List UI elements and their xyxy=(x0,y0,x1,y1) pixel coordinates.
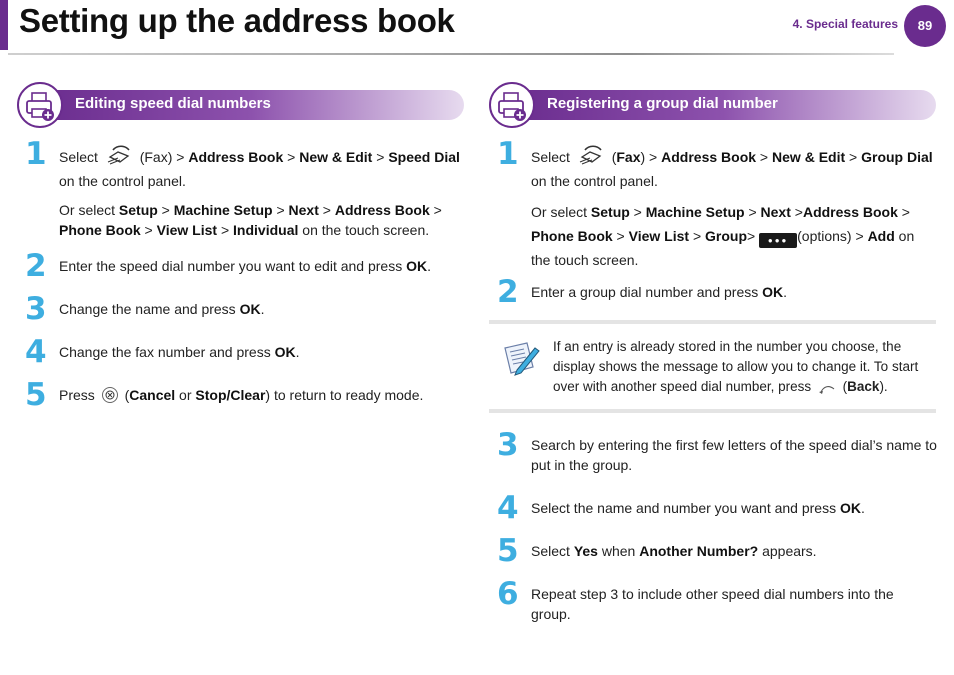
text-run: Select xyxy=(531,149,574,165)
menu-address-book: Address Book xyxy=(661,149,757,165)
step-text xyxy=(59,342,465,371)
step-number: 2 xyxy=(497,274,519,310)
text-run: > xyxy=(372,149,389,165)
menu-individual: Individual xyxy=(233,222,299,238)
text-run: ( xyxy=(120,387,130,403)
text-run: Repeat step 3 to include other speed dial numbers into the group. xyxy=(531,586,894,622)
text-run: Change the fax number and press xyxy=(59,344,275,360)
chapter-label: 4. Special features xyxy=(792,17,898,31)
menu-machine-setup: Machine Setup xyxy=(645,204,745,220)
fax-glyph-icon xyxy=(104,144,134,171)
section-banner-right xyxy=(489,82,936,130)
back-label: Back xyxy=(847,379,880,394)
text-run: Search by entering the first few letters of the speed dial’s name to put in the group. xyxy=(531,437,937,473)
menu-address-book: Address Book xyxy=(334,202,430,218)
menu-new-edit: New & Edit xyxy=(772,149,846,165)
menu-next: Next xyxy=(288,202,319,218)
step-text xyxy=(59,144,465,249)
text-run: Select the name and number you want and press xyxy=(531,500,840,516)
step-paragraph xyxy=(59,200,465,240)
step-text xyxy=(531,144,937,281)
step-number: 4 xyxy=(25,334,47,370)
text-run: Enter the speed dial number you want to edit and press xyxy=(59,258,407,274)
header-accent-bar xyxy=(0,0,8,50)
page-title: Setting up the address book xyxy=(19,2,455,39)
text-run: (options) > xyxy=(797,228,868,244)
text-run: on the control panel. xyxy=(59,173,186,189)
text-run: Or select xyxy=(531,204,591,220)
text-run: > xyxy=(429,202,442,218)
text-run: > xyxy=(744,204,761,220)
ok-label: OK xyxy=(274,344,296,360)
text-run: > xyxy=(845,149,862,165)
menu-next: Next xyxy=(760,204,791,220)
yes-label: Yes xyxy=(573,543,598,559)
note-pencil-icon xyxy=(501,340,541,383)
ok-label: OK xyxy=(762,284,784,300)
text-run: . xyxy=(427,258,431,274)
menu-view-list: View List xyxy=(156,222,218,238)
step-number: 1 xyxy=(497,136,519,172)
text-run: > xyxy=(897,204,910,220)
text-run: ) to return to ready mode. xyxy=(265,387,424,403)
step-text xyxy=(531,498,937,527)
text-run: Select xyxy=(531,543,574,559)
text-run: > xyxy=(283,149,300,165)
text-run: ( xyxy=(607,149,617,165)
step-text xyxy=(59,299,465,328)
text-run: Change the name and press xyxy=(59,301,240,317)
text-run: > xyxy=(157,202,174,218)
text-run: Enter a group dial number and press xyxy=(531,284,763,300)
options-button-icon: ●●● xyxy=(759,233,797,248)
menu-address-book: Address Book xyxy=(188,149,284,165)
text-run: > xyxy=(689,228,706,244)
section-title: Registering a group dial number xyxy=(547,95,778,112)
ok-label: OK xyxy=(406,258,428,274)
text-run: on the touch screen. xyxy=(531,228,915,268)
text-run: Or select xyxy=(59,202,119,218)
text-run: If an entry is already stored in the number you choose, the display shows the message to allow you to change it. To start over with another speed dial number, press xyxy=(553,339,919,394)
menu-address-book: Address Book xyxy=(802,204,898,220)
note-box xyxy=(489,320,936,413)
text-run: > xyxy=(629,204,646,220)
text-run: . xyxy=(295,344,300,360)
text-run: > xyxy=(217,222,234,238)
ok-label: OK xyxy=(839,500,861,516)
text-run: . xyxy=(860,500,865,516)
text-run: ). xyxy=(879,379,888,394)
text-run: > xyxy=(790,204,803,220)
step-text xyxy=(531,584,937,633)
menu-machine-setup: Machine Setup xyxy=(173,202,273,218)
menu-speed-dial: Speed Dial xyxy=(388,149,460,165)
text-run: when xyxy=(597,543,640,559)
another-number-label: Another Number? xyxy=(639,543,759,559)
text-run: ( xyxy=(838,379,848,394)
text-run: > xyxy=(272,202,289,218)
menu-new-edit: New & Edit xyxy=(299,149,373,165)
step-text xyxy=(531,541,937,570)
text-run: > xyxy=(140,222,157,238)
step-number: 5 xyxy=(497,533,519,569)
menu-phone-book: Phone Book xyxy=(531,228,613,244)
step-number: 1 xyxy=(25,136,47,172)
section-banner-left xyxy=(17,82,464,130)
text-run: . xyxy=(260,301,265,317)
text-run: > xyxy=(756,149,773,165)
fax-label: Fax xyxy=(616,149,641,165)
text-run: appears. xyxy=(758,543,817,559)
menu-group: Group xyxy=(705,228,748,244)
menu-phone-book: Phone Book xyxy=(59,222,141,238)
text-run: on the control panel. xyxy=(531,173,658,189)
stop-clear-icon xyxy=(101,386,119,409)
text-run: Press xyxy=(59,387,99,403)
text-run: on the touch screen. xyxy=(298,222,430,238)
menu-setup: Setup xyxy=(118,202,158,218)
step-text xyxy=(531,435,937,484)
menu-view-list: View List xyxy=(628,228,690,244)
step-text xyxy=(59,385,465,418)
fax-glyph-icon xyxy=(576,144,606,171)
section-title: Editing speed dial numbers xyxy=(75,95,271,112)
menu-add: Add xyxy=(867,228,895,244)
step-number: 5 xyxy=(25,377,47,413)
ok-label: OK xyxy=(239,301,261,317)
step-text xyxy=(531,282,937,311)
menu-group-dial: Group Dial xyxy=(861,149,933,165)
step-number: 4 xyxy=(497,490,519,526)
text-run: or xyxy=(175,387,196,403)
note-text xyxy=(553,337,930,401)
cancel-label: Cancel xyxy=(129,387,176,403)
page-number-badge: 89 xyxy=(904,5,946,47)
text-run: > xyxy=(612,228,629,244)
step-number: 3 xyxy=(25,291,47,327)
step-text xyxy=(59,256,465,285)
step-number: 2 xyxy=(25,248,47,284)
header-divider xyxy=(8,53,894,55)
printer-fax-icon xyxy=(489,82,535,128)
step-number: 6 xyxy=(497,576,519,612)
back-arrow-icon xyxy=(817,381,837,401)
text-run: > xyxy=(747,228,756,244)
menu-setup: Setup xyxy=(590,204,630,220)
step-number: 3 xyxy=(497,427,519,463)
text-run: (Fax) > xyxy=(139,149,189,165)
stop-clear-label: Stop/Clear xyxy=(195,387,266,403)
text-run: > xyxy=(318,202,335,218)
text-run: Select xyxy=(59,149,102,165)
text-run: . xyxy=(783,284,788,300)
text-run: ) > xyxy=(640,149,662,165)
step-paragraph xyxy=(59,144,465,191)
printer-fax-icon xyxy=(17,82,63,128)
